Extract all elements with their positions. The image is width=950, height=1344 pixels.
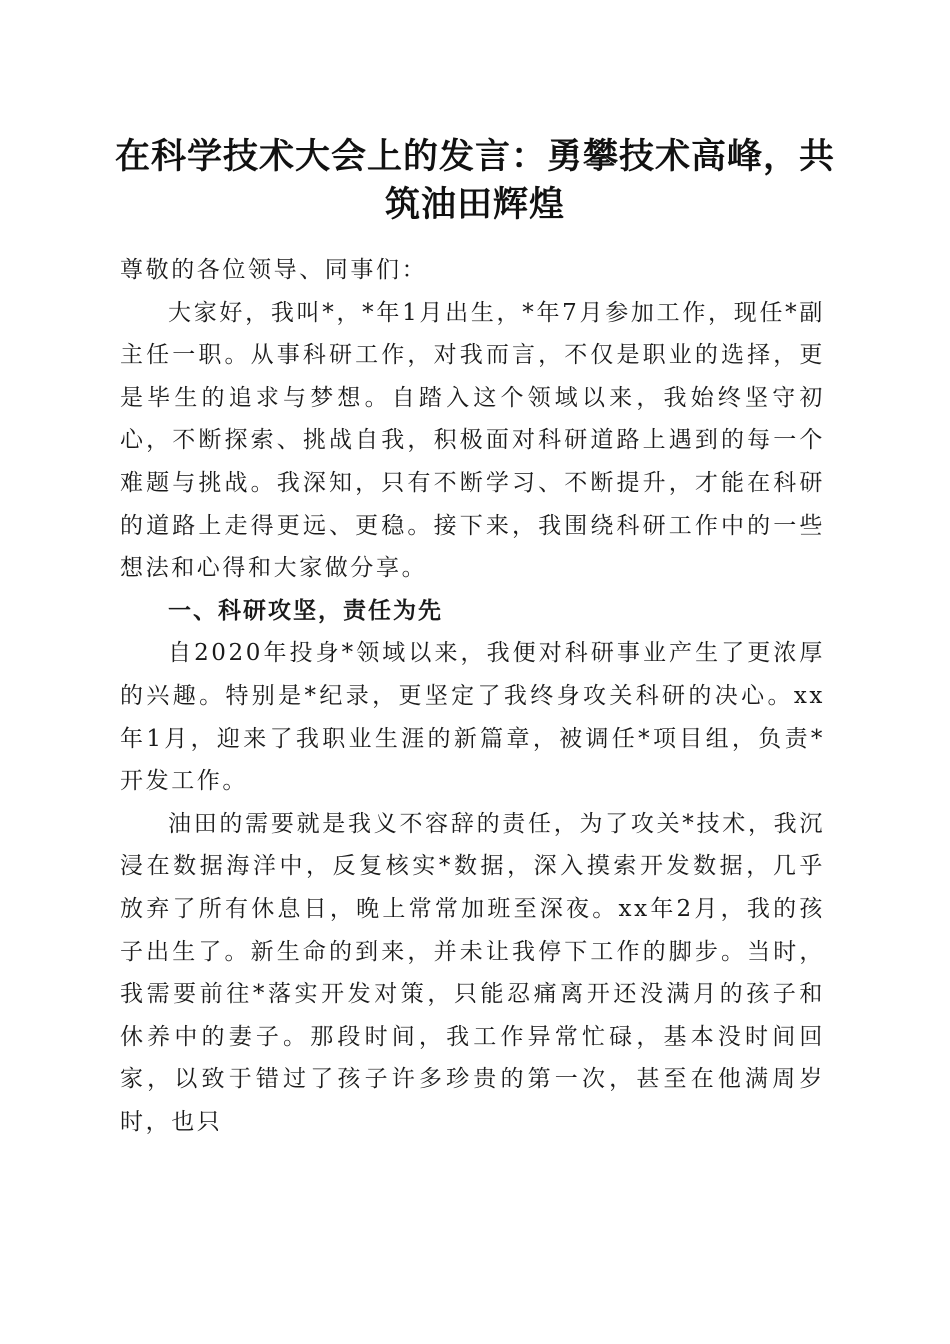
paragraph-intro: 大家好，我叫*，*年1月出生，*年7月参加工作，现任*副主任一职。从事科研工作，对我而言，不仅是职业的选择，更是毕生的追求与梦想。自踏入这个领域以来，我始终坚守初心，不断探索、挑战自我，积极面对科研道路上遇到的每一个难题与挑战。我深知，只有不断学习、不断提升，才能在科研的道路上走得更远、更稳。接下来，我围绕科研工作中的一些想法和心得和大家做分享。 bbox=[120, 299, 825, 582]
document-body bbox=[120, 249, 825, 1143]
paragraph-section-1-1: 自2020年投身*领域以来，我便对科研事业产生了更浓厚的兴趣。特别是*纪录，更坚定了我终身攻关科研的决心。xx年1月，迎来了我职业生涯的新篇章，被调任*项目组，负责*开发工作。 bbox=[120, 640, 825, 795]
section-heading-1: 一、科研攻坚，责任为先 bbox=[168, 597, 443, 624]
salutation: 尊敬的各位领导、同事们： bbox=[120, 257, 428, 283]
paragraph-section-1-2: 油田的需要就是我义不容辞的责任，为了攻关*技术，我沉浸在数据海洋中，反复核实*数据，深入摸索开发数据，几乎放弃了所有休息日，晚上常常加班至深夜。xx年2月，我的孩子出生了。新生命的到来，并未让我停下工作的脚步。当时，我需要前往*落实开发对策，只能忍痛离开还没满月的孩子和休养中的妻子。那段时间，我工作异常忙碌，基本没时间回家，以致于错过了孩子许多珍贵的第一次，甚至在他满周岁时，也只 bbox=[120, 810, 825, 1135]
document-title: 在科学技术大会上的发言：勇攀技术高峰，共筑油田辉煌 bbox=[114, 136, 835, 225]
